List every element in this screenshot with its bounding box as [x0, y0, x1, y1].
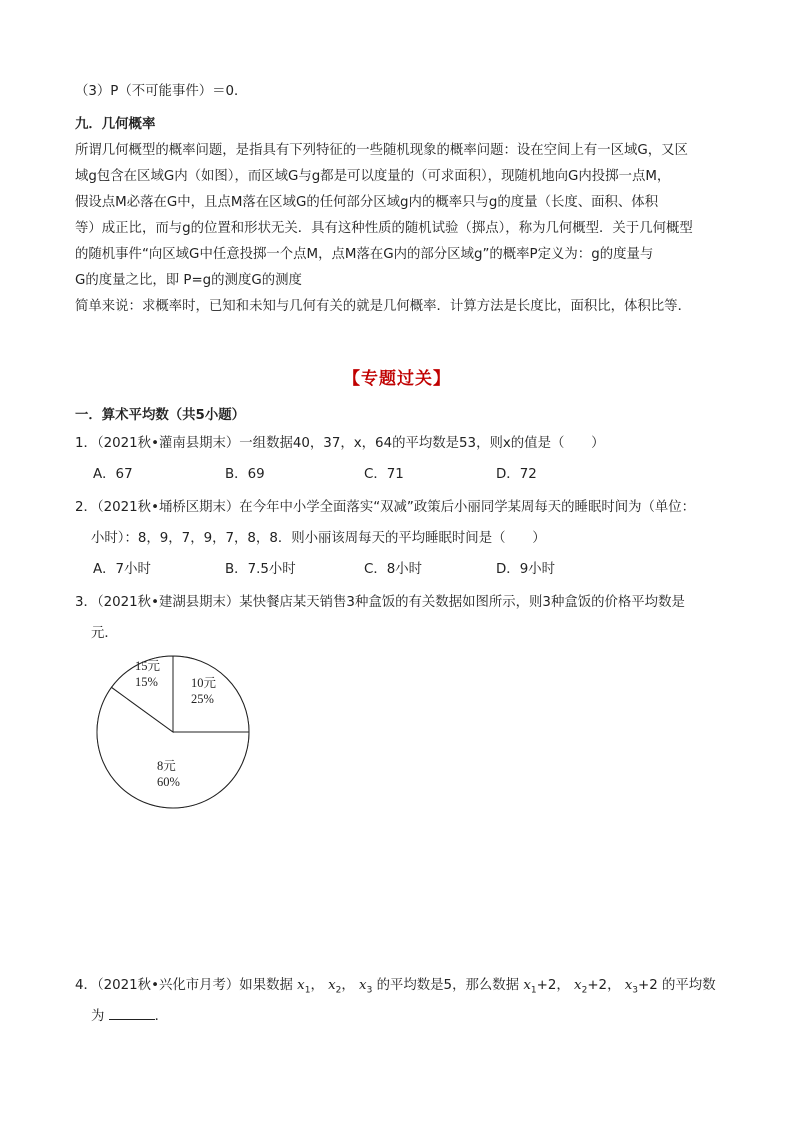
section-9-line: G的度量之比，即 P=g的测度G的测度 — [75, 273, 302, 288]
q4-suffix: 的平均数 — [662, 978, 716, 993]
answer-blank[interactable] — [109, 1007, 155, 1020]
section-9-heading: 九．几何概率 — [75, 117, 156, 132]
q4-plus: +2 — [587, 978, 608, 993]
q4-sub: 2 — [335, 985, 342, 996]
section-9-body — [75, 138, 725, 320]
q4-sub: 1 — [530, 985, 537, 996]
q4-sub: 2 — [581, 985, 588, 996]
q4-comma: ， — [607, 978, 621, 993]
q4-comma: ， — [556, 978, 570, 993]
q4-comma: ， — [310, 978, 324, 993]
q4-line2: 为 — [91, 1009, 105, 1024]
pie-slice-label: 8元 — [157, 759, 176, 773]
question-4-stem-line-2 — [91, 1005, 168, 1024]
part-1-heading: 一．算术平均数（共5小题） — [75, 408, 246, 423]
section-9-line: 的随机事件“向区域G中任意投掷一个点M，点M落在G内的部分区域g”的概率P定义为：g的度量与 — [75, 247, 654, 262]
section-9-line: 等）成正比，而与g的位置和形状无关．具有这种性质的随机试验（掷点），称为几何概型．关于几何概型 — [75, 221, 693, 236]
q2-option-b: B．7.5小时 — [225, 562, 296, 577]
q1-option-a: A．67 — [93, 467, 133, 482]
question-2-stem-line-2: 小时）：8，9，7，9，7，8，8．则小丽该周每天的平均睡眠时间是（ ） — [91, 531, 546, 546]
question-3-stem-line-1: 3．（2021秋•建湖县期末）某快餐店某天销售3种盒饭的有关数据如图所示，则3种盒饭的价格平均数是 — [75, 595, 685, 610]
pie-slice-label: 10元 — [191, 676, 217, 690]
pie-slice-percent: 25% — [191, 692, 214, 706]
q4-plus: +2 — [638, 978, 658, 993]
special-title: 【专题过关】 — [343, 369, 451, 389]
q1-option-b: B．69 — [225, 467, 265, 482]
question-1-stem: 1．（2021秋•灌南县期末）一组数据40，37，x，64的平均数是53，则x的值是（ ） — [75, 436, 605, 451]
pie-slice-label: 15元 — [135, 659, 161, 673]
q4-var: x — [523, 978, 531, 993]
q2-option-d: D．9小时 — [496, 562, 556, 577]
section-9-line: 所谓几何概型的概率问题，是指具有下列特征的一些随机现象的概率问题：设在空间上有一区域G，又区 — [75, 143, 688, 158]
pie-chart — [80, 642, 270, 822]
top-line: （3）P（不可能事件）＝0． — [75, 84, 248, 99]
question-4-stem-line-1 — [75, 974, 716, 996]
q1-option-d: D．72 — [496, 467, 537, 482]
q4-plus: +2 — [536, 978, 557, 993]
q4-sub: 1 — [304, 985, 311, 996]
q4-mid: 的平均数是5，那么数据 — [376, 978, 520, 993]
q4-prefix: 4．（2021秋•兴化市月考）如果数据 — [75, 978, 293, 993]
q2-option-c: C．8小时 — [364, 562, 423, 577]
q4-var: x — [624, 978, 633, 993]
q4-comma: ， — [341, 978, 355, 993]
q4-var: x — [359, 978, 367, 993]
q4-sub: 3 — [632, 985, 639, 996]
q4-period: ． — [154, 1009, 169, 1024]
section-9-line: 假设点M必落在G中，且点M落在区域G的任何部分区域g内的概率只与g的度量（长度、面积、体积 — [75, 195, 659, 210]
q4-var: x — [574, 978, 582, 993]
section-9-summary: 简单来说：求概率时，已知和未知与几何有关的就是几何概率．计算方法是长度比，面积比，体积比等． — [75, 299, 691, 314]
q2-option-a: A．7小时 — [93, 562, 151, 577]
q4-var: x — [328, 978, 336, 993]
question-3-stem-line-2: 元． — [91, 626, 118, 641]
question-2-stem-line-1: 2．（2021秋•埇桥区期末）在今年中小学全面落实“双减”政策后小丽同学某周每天的睡眠时间为（单位： — [75, 500, 696, 515]
pie-slice-percent: 60% — [157, 775, 180, 789]
q1-option-c: C．71 — [364, 467, 404, 482]
pie-slice-percent: 15% — [135, 675, 158, 689]
q4-var: x — [297, 978, 305, 993]
section-9-line: 域g包含在区域G内（如图），而区域G与g都是可以度量的（可求面积），现随机地向G内投掷一点M， — [75, 169, 671, 184]
q4-sub: 3 — [366, 985, 373, 996]
